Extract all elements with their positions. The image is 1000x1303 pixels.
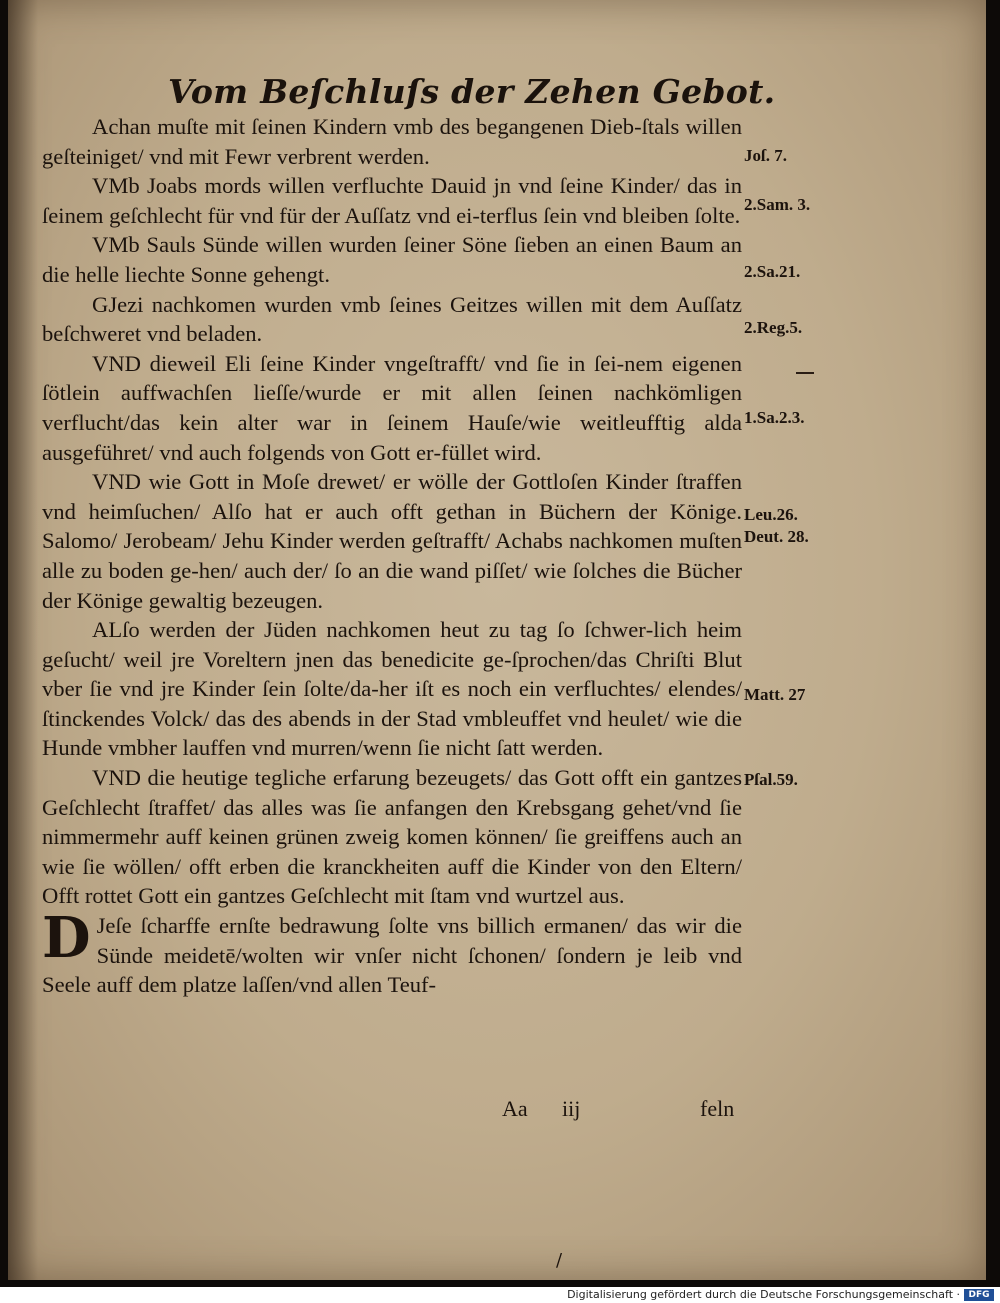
dfg-logo-icon: DFG (964, 1289, 994, 1301)
page-header-title: Vom Beſchluſs der Zehen Gebot. (168, 72, 776, 111)
margin-note-2sam: 2.Sam. 3. (744, 195, 811, 214)
paragraph-2: VMb Joabs mords willen verfluchte Dauid jn vnd ſeine Kinder/ das in ſeinem geſchlecht für vnd für der Auſſatz vnd ei‑terflus ſein vnd bleiben ſolte. (42, 173, 742, 228)
margin-note-1sa: 1.Sa.2.3. (744, 408, 805, 427)
margin-note-2reg: 2.Reg.5. (744, 318, 803, 337)
catchword: feln (700, 1096, 735, 1121)
paragraph-3: VMb Sauls Sünde willen wurden ſeiner Söne ſieben an einen Baum an die helle liechte Sonne gehengt. (42, 232, 742, 287)
signature-mark: Aa (502, 1096, 528, 1121)
footer-credit: Digitalisierung gefördert durch die Deutsche Forschungsgemeinschaft · (567, 1288, 960, 1301)
paragraph-5: VND dieweil Eli ſeine Kinder vngeſtrafft/ vnd ſie in ſei‑nem eigenen ſötlein auffwachſen lieſſe/wurde er mit allen ſeinen nachkömligen verflucht/das kein alter war in ſeinem Hauſe/wie weitleufftig alda ausgeführet/ vnd auch folgends von Gott er‑füllet wird. (42, 350, 742, 465)
margin-note-jos: Joſ. 7. (744, 146, 787, 165)
main-text (42, 112, 742, 1000)
paragraph-6: VND wie Gott in Moſe drewet/ er wölle der Gottloſen Kinder ſtraffen vnd heimſuchen/ Alſo hat er auch offt gethan in Büchern der Könige. Salomo/ Jerobeam/ Jehu Kinder werden geſtrafft/ Achabs nachkomen muſten alle zu boden ge‑hen/ auch der/ ſo an die wand piſſet/ wie ſolches die Bücher der Könige gewaltig bezeugen. (42, 469, 742, 613)
margin-note-2sa21: 2.Sa.21. (744, 262, 801, 281)
footer-bar (0, 1287, 1000, 1303)
signature-number: iij (562, 1096, 581, 1121)
signature-line (42, 1096, 742, 1126)
drop-cap: D (42, 905, 91, 972)
book-page (8, 0, 986, 1280)
margin-note-leu: Leu.26. (744, 505, 798, 524)
paragraph-8: VND die heutige tegliche erfarung bezeugets/ das Gott offt ein gantzes Geſchlecht ſtraffet/ das alles was ſie anfangen den Krebsgang gehet/vnd ſie nimmermehr auff keinen grünen zweig komen können/ ſie greiffens auch an wie ſie wöllen/ offt erben die kranckheiten auff die Kinder von den Eltern/ Offt rottet Gott ein gantzes Geſchlecht mit ſtam vnd wurtzel aus. (42, 765, 742, 909)
paragraph-7: ALſo werden der Jüden nachkomen heut zu tag ſo ſchwer‑lich heim geſucht/ weil jre Voreltern jnen das benedicite ge‑ſprochen/das Chriſti Blut vber ſie vnd jre Kinder ſein ſolte/da‑her iſt es noch ein verfluchtes/ elendes/ ſtinckendes Volck/ das des abends in der Stad vmbleuffet vnd heulet/ wie die Hunde vmbher lauffen vnd murren/wenn ſie nicht ſatt werden. (42, 617, 742, 761)
paragraph-9 (42, 905, 742, 1000)
margin-note-matt: Matt. 27 (744, 685, 806, 704)
paragraph-9-text: Jeſe ſcharffe ernſte bedrawung ſolte vns billich ermanen/ das wir die Sünde meidetē/wolten wir vnſer nicht ſchonen/ ſondern je leib vnd Seele auff dem platze laſſen/vnd allen Teuf‑ (42, 913, 742, 998)
paragraph-1: Achan muſte mit ſeinen Kindern vmb des begangenen Dieb‑ſtals willen geſteiniget/ vnd mit Fewr verbrent werden. (42, 114, 742, 169)
margin-note-deut: Deut. 28. (744, 527, 809, 546)
paragraph-4: GJezi nachkomen wurden vmb ſeines Geitzes willen mit dem Auſſatz beſchweret vnd beladen. (42, 291, 742, 347)
margin-dash (796, 372, 814, 374)
margin-note-psal: Pſal.59. (744, 770, 798, 789)
bottom-mark: / (556, 1250, 563, 1271)
